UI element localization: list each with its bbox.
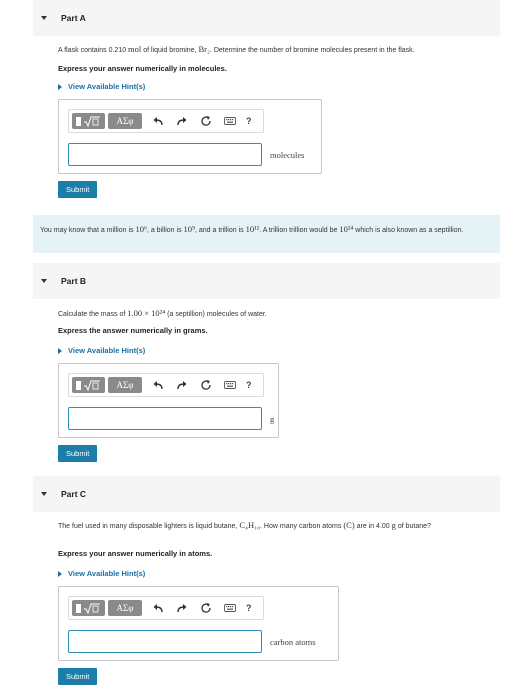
question-unit: mol: [128, 44, 142, 54]
question-unit: g: [391, 520, 396, 530]
question-text: of liquid bromine,: [141, 47, 199, 54]
keyboard-icon[interactable]: [222, 377, 238, 393]
question-text: of butane?: [395, 523, 431, 530]
part-a-instruction: Express your answer numerically in molecules.: [58, 64, 227, 73]
part-a-question: [58, 44, 488, 56]
part-a-unit: molecules: [270, 150, 305, 160]
redo-icon[interactable]: [174, 377, 190, 393]
question-text: The fuel used in many disposable lighters is liquid butane,: [58, 523, 240, 530]
redo-icon[interactable]: [174, 113, 190, 129]
triangle-right-icon: [58, 348, 62, 354]
help-icon[interactable]: ?: [246, 116, 252, 126]
part-b-submit-button[interactable]: Submit: [58, 445, 97, 462]
part-b-question: [58, 308, 488, 320]
hint-label: View Available Hint(s): [68, 82, 146, 91]
part-c-answer-input[interactable]: [68, 630, 262, 653]
greek-symbols-button[interactable]: ΑΣφ: [108, 113, 142, 129]
triangle-right-icon: [58, 571, 62, 577]
question-symbol: (C): [343, 520, 355, 530]
info-text: which is also known as a septillion.: [353, 227, 464, 234]
part-b-header[interactable]: [33, 263, 500, 299]
part-c-title: Part C: [61, 489, 87, 499]
redo-icon[interactable]: [174, 600, 190, 616]
part-c-submit-button[interactable]: Submit: [58, 668, 97, 685]
part-c-instruction: Express your answer numerically in atoms.: [58, 549, 213, 558]
undo-icon[interactable]: [150, 600, 166, 616]
question-math: 1.00 × 10²⁴: [127, 308, 166, 318]
info-text: , and a trillion is: [194, 227, 246, 234]
triangle-right-icon: [58, 84, 62, 90]
part-b-hint-link[interactable]: [58, 346, 145, 355]
help-icon[interactable]: ?: [246, 603, 252, 613]
keyboard-icon[interactable]: [222, 600, 238, 616]
part-c-unit: carbon atoms: [270, 637, 316, 647]
reset-icon[interactable]: [198, 377, 214, 393]
part-c-header[interactable]: [33, 476, 500, 512]
info-math: 10²⁴: [339, 224, 354, 234]
triangle-down-icon: [41, 279, 47, 283]
math-toolbar: [68, 373, 264, 397]
question-text: A flask contains 0.210: [58, 47, 129, 54]
help-icon[interactable]: ?: [246, 380, 252, 390]
info-box: [33, 215, 500, 253]
question-text: (a septillion) molecules of water.: [165, 311, 267, 318]
keyboard-icon[interactable]: [222, 113, 238, 129]
question-text: are in 4.00: [354, 523, 392, 530]
part-a-title: Part A: [61, 13, 86, 23]
question-formula: C₄H₁₀: [239, 520, 261, 530]
part-b-instruction: Express the answer numerically in grams.: [58, 326, 208, 335]
question-text: . How many carbon atoms: [260, 523, 344, 530]
radical-template-icon[interactable]: [72, 600, 105, 616]
question-text: . Determine the number of bromine molecules present in the flask.: [209, 47, 415, 54]
hint-label: View Available Hint(s): [68, 569, 146, 578]
math-toolbar: [68, 109, 264, 133]
info-text: , a billion is: [146, 227, 184, 234]
part-a-answer-input[interactable]: [68, 143, 262, 166]
question-text: Calculate the mass of: [58, 311, 128, 318]
part-a-hint-link[interactable]: [58, 82, 145, 91]
part-b-answer-editor: [58, 363, 279, 438]
question-formula: Br₂: [198, 44, 210, 54]
radical-template-icon[interactable]: [72, 113, 105, 129]
math-toolbar: [68, 596, 264, 620]
part-b-title: Part B: [61, 276, 87, 286]
reset-icon[interactable]: [198, 600, 214, 616]
info-math: 10⁹: [183, 224, 195, 234]
info-text: You may know that a million is: [40, 227, 136, 234]
info-text: . A trillion trillion would be: [259, 227, 340, 234]
undo-icon[interactable]: [150, 113, 166, 129]
part-b-answer-input[interactable]: [68, 407, 262, 430]
part-c-question: [58, 520, 478, 532]
part-a-submit-button[interactable]: Submit: [58, 181, 97, 198]
triangle-down-icon: [41, 16, 47, 20]
part-a-answer-editor: [58, 99, 322, 174]
info-math: 10¹²: [245, 224, 260, 234]
part-b-unit: g: [270, 414, 275, 424]
radical-template-icon[interactable]: [72, 377, 105, 393]
triangle-down-icon: [41, 492, 47, 496]
hint-label: View Available Hint(s): [68, 346, 146, 355]
info-math: 10⁶: [135, 224, 147, 234]
part-c-answer-editor: [58, 586, 339, 661]
greek-symbols-button[interactable]: ΑΣφ: [108, 600, 142, 616]
part-c-hint-link[interactable]: [58, 569, 145, 578]
part-a-header[interactable]: [33, 0, 500, 36]
reset-icon[interactable]: [198, 113, 214, 129]
undo-icon[interactable]: [150, 377, 166, 393]
greek-symbols-button[interactable]: ΑΣφ: [108, 377, 142, 393]
